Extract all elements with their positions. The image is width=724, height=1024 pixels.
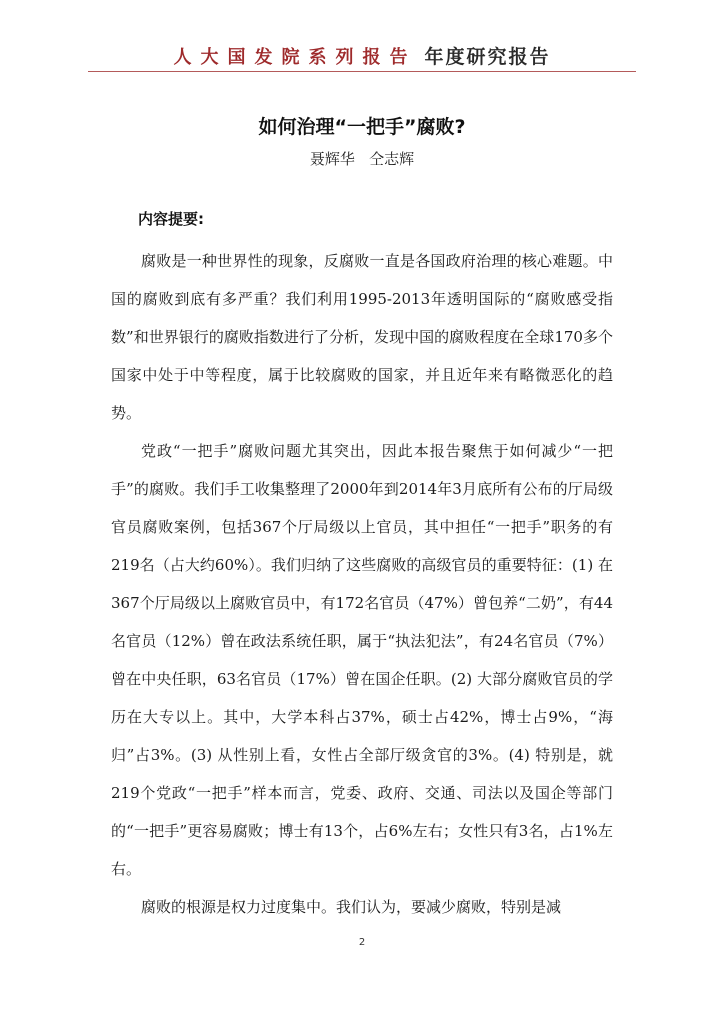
abstract-heading: 内容提要: xyxy=(138,210,204,228)
page-number: 2 xyxy=(358,937,366,948)
paragraph-2: 党政“一把手”腐败问题尤其突出，因此本报告聚焦于如何减少“一把手”的腐败。我们手工收集整理了2000年到2014年3月底所有公布的厅局级官员腐败案例，包括367个厅局级以上官员，其中担任“一把手”职务的有219名（占大约60%）。我们归纳了这些腐败的高级官员的重要特征：(1) 在367个厅局级以上腐败官员中，有172名官员（47%）曾包养“二奶”，有44名官员（12%）曾在政法系统任职，属于“执法犯法”，有24名官员（7%）曾在中央任职，63名官员（17%）曾在国企任职。(2) 大部分腐败官员的学历在大专以上。其中，大学本科占37%，硕士占42%，博士占9%，“海归”占3%。(3) 从性别上看，女性占全部厅级贪官的3%。(4) 特别是，就219个党政“一把手”样本而言，党委、政府、交通、司法以及国企等部门的“一把手”更容易腐败；博士有13个，占6%左右；女性只有3名，占1%左右。 xyxy=(111,442,613,878)
annual-report-label: 年度研究报告 xyxy=(424,46,551,68)
paragraph-1: 腐败是一种世界性的现象，反腐败一直是各国政府治理的核心难题。中国的腐败到底有多严重？我们利用1995-2013年透明国际的“腐败感受指数”和世界银行的腐败指数进行了分析，发现中国的腐败程度在全球170多个国家中处于中等程度，属于比较腐败的国家，并且近年来有略微恶化的趋势。 xyxy=(111,252,613,422)
header-divider xyxy=(88,71,636,72)
document-title: 如何治理“一把手”腐败? xyxy=(258,116,466,138)
report-series-name: 人大国发院系列报告 xyxy=(173,47,417,68)
report-header xyxy=(88,36,636,72)
header-text xyxy=(88,42,636,69)
abstract-body xyxy=(111,242,613,926)
paragraph-3: 腐败的根源是权力过度集中。我们认为，要减少腐败，特别是减 xyxy=(141,898,562,916)
authors-line: 聂辉华 仝志辉 xyxy=(309,150,415,168)
